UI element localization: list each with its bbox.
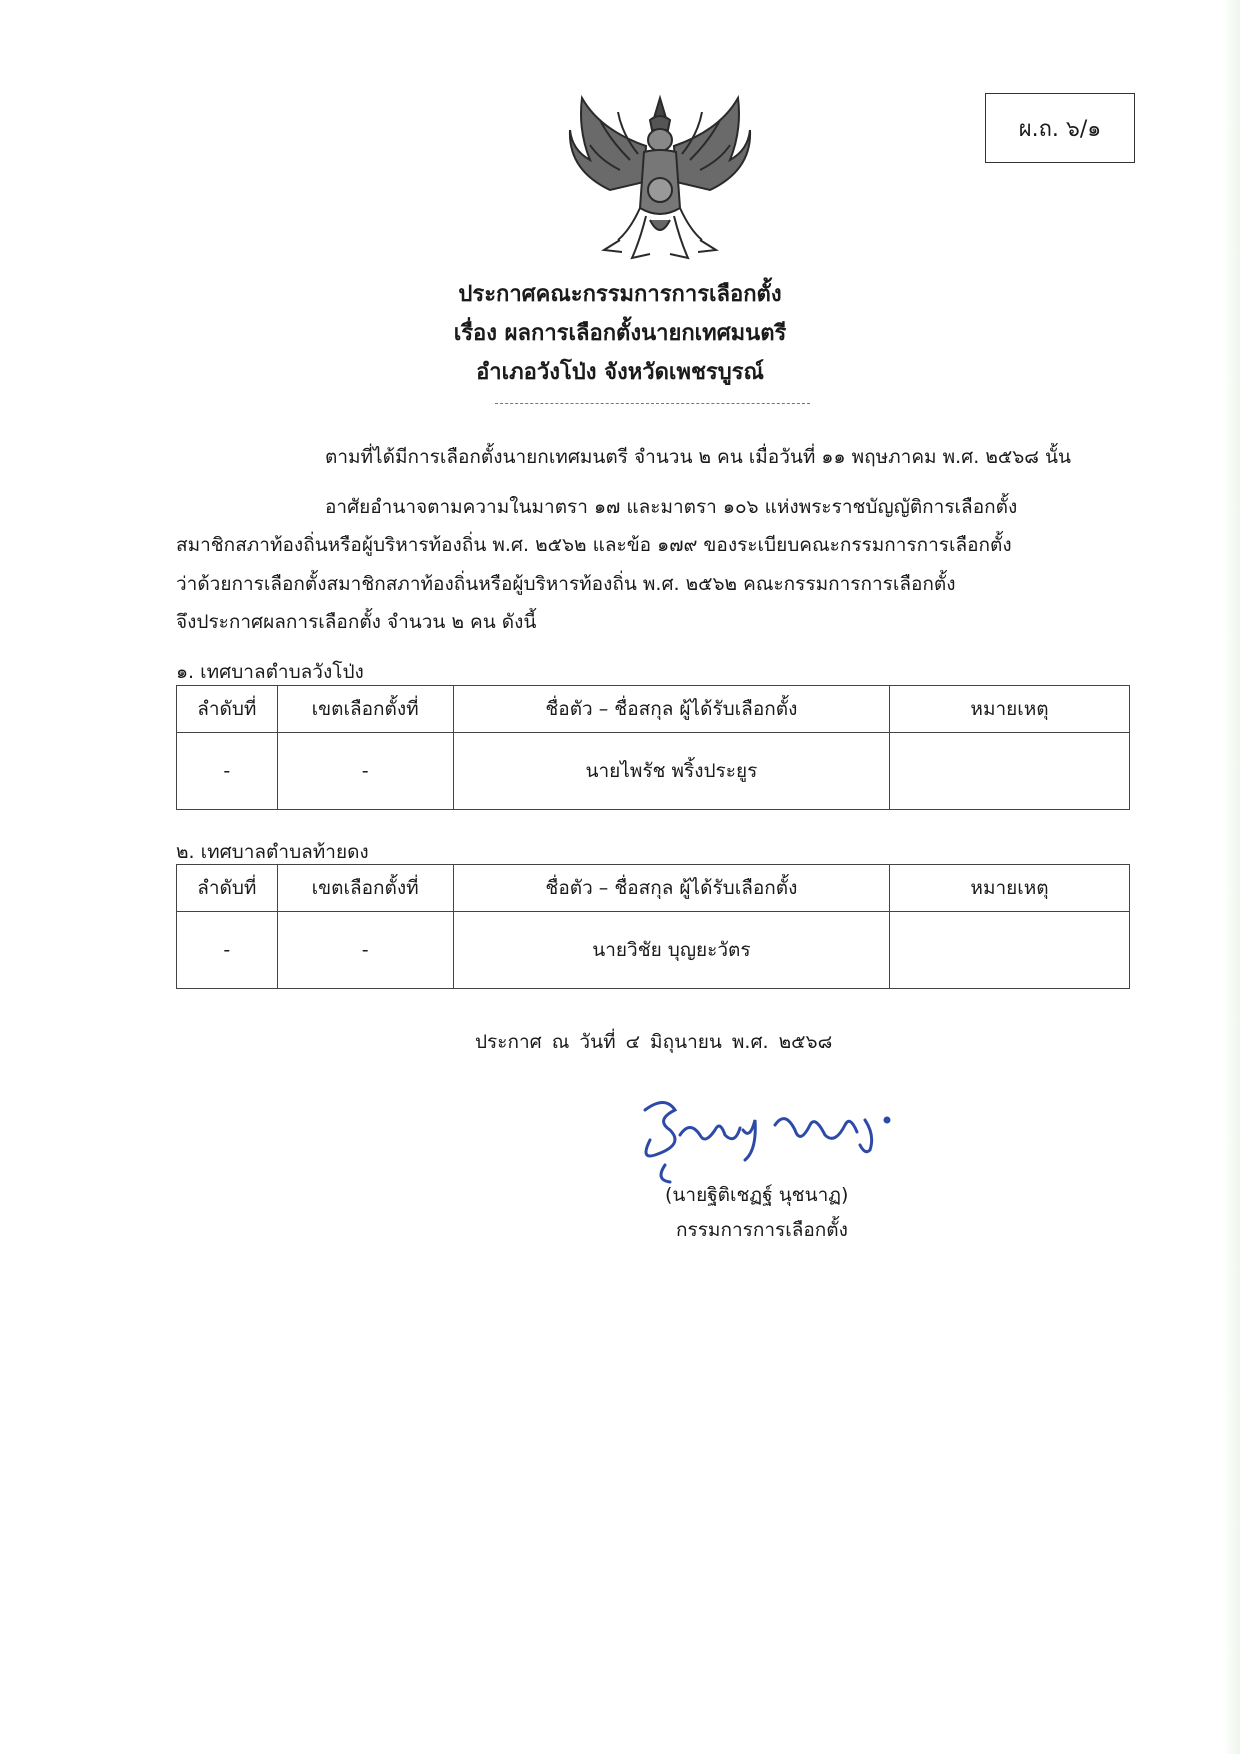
table-header-row bbox=[177, 686, 1130, 733]
body-paragraph-1: ตามที่ได้มีการเลือกตั้งนายกเทศมนตรี จำนวน ๒ คน เมื่อวันที่ ๑๑ พฤษภาคม พ.ศ. ๒๕๖๘ นั้น bbox=[325, 446, 1071, 468]
results-table-2 bbox=[176, 864, 1130, 989]
form-code-box: ผ.ถ. ๖/๑ bbox=[985, 93, 1135, 163]
body-paragraph-4: ว่าด้วยการเลือกตั้งสมาชิกสภาท้องถิ่นหรือผู้บริหารท้องถิ่น พ.ศ. ๒๕๖๒ คณะกรรมการการเลือกตั้ง bbox=[176, 573, 956, 595]
header-seq: ลำดับที่ bbox=[177, 686, 278, 733]
cell-note bbox=[890, 733, 1130, 810]
signature-icon bbox=[625, 1090, 935, 1190]
section-title-1: ๑. เทศบาลตำบลวังโป่ง bbox=[176, 661, 364, 683]
table-row bbox=[177, 733, 1130, 810]
body-paragraph-2: อาศัยอำนาจตามความในมาตรา ๑๗ และมาตรา ๑๐๖ แห่งพระราชบัญญัติการเลือกตั้ง bbox=[325, 496, 1018, 518]
cell-zone: - bbox=[277, 912, 453, 989]
announcement-title: ประกาศคณะกรรมการการเลือกตั้ง bbox=[458, 282, 782, 307]
cell-note bbox=[890, 912, 1130, 989]
cell-name: นายวิชัย บุญยะวัตร bbox=[453, 912, 889, 989]
body-paragraph-3: สมาชิกสภาท้องถิ่นหรือผู้บริหารท้องถิ่น พ.ศ. ๒๕๖๒ และข้อ ๑๗๙ ของระเบียบคณะกรรมการการเลือกตั้ง bbox=[176, 534, 1012, 556]
cell-zone: - bbox=[277, 733, 453, 810]
title-divider bbox=[495, 403, 810, 404]
table-row bbox=[177, 912, 1130, 989]
header-zone: เขตเลือกตั้งที่ bbox=[277, 686, 453, 733]
cell-seq: - bbox=[177, 912, 278, 989]
header-seq: ลำดับที่ bbox=[177, 865, 278, 912]
scan-edge bbox=[1224, 0, 1240, 1754]
results-table-1 bbox=[176, 685, 1130, 810]
header-name: ชื่อตัว – ชื่อสกุล ผู้ได้รับเลือกตั้ง bbox=[453, 686, 889, 733]
header-zone: เขตเลือกตั้งที่ bbox=[277, 865, 453, 912]
header-note: หมายเหตุ bbox=[890, 865, 1130, 912]
signer-title: กรรมการการเลือกตั้ง bbox=[676, 1219, 848, 1241]
cell-name: นายไพรัช พริ้งประยูร bbox=[453, 733, 889, 810]
body-paragraph-5: จึงประกาศผลการเลือกตั้ง จำนวน ๒ คน ดังนี้ bbox=[176, 611, 537, 633]
header-note: หมายเหตุ bbox=[890, 686, 1130, 733]
header-name: ชื่อตัว – ชื่อสกุล ผู้ได้รับเลือกตั้ง bbox=[453, 865, 889, 912]
garuda-emblem-icon bbox=[560, 90, 760, 270]
cell-seq: - bbox=[177, 733, 278, 810]
section-title-2: ๒. เทศบาลตำบลท้ายดง bbox=[176, 841, 369, 863]
announcement-subject: เรื่อง ผลการเลือกตั้งนายกเทศมนตรี bbox=[453, 321, 787, 346]
signer-name: (นายฐิติเชฏฐ์ นุชนาฏ) bbox=[665, 1184, 849, 1206]
announcement-district: อำเภอวังโป่ง จังหวัดเพชรบูรณ์ bbox=[476, 360, 764, 385]
table-header-row bbox=[177, 865, 1130, 912]
announce-date: ประกาศ ณ วันที่ ๔ มิถุนายน พ.ศ. ๒๕๖๘ bbox=[475, 1031, 833, 1053]
